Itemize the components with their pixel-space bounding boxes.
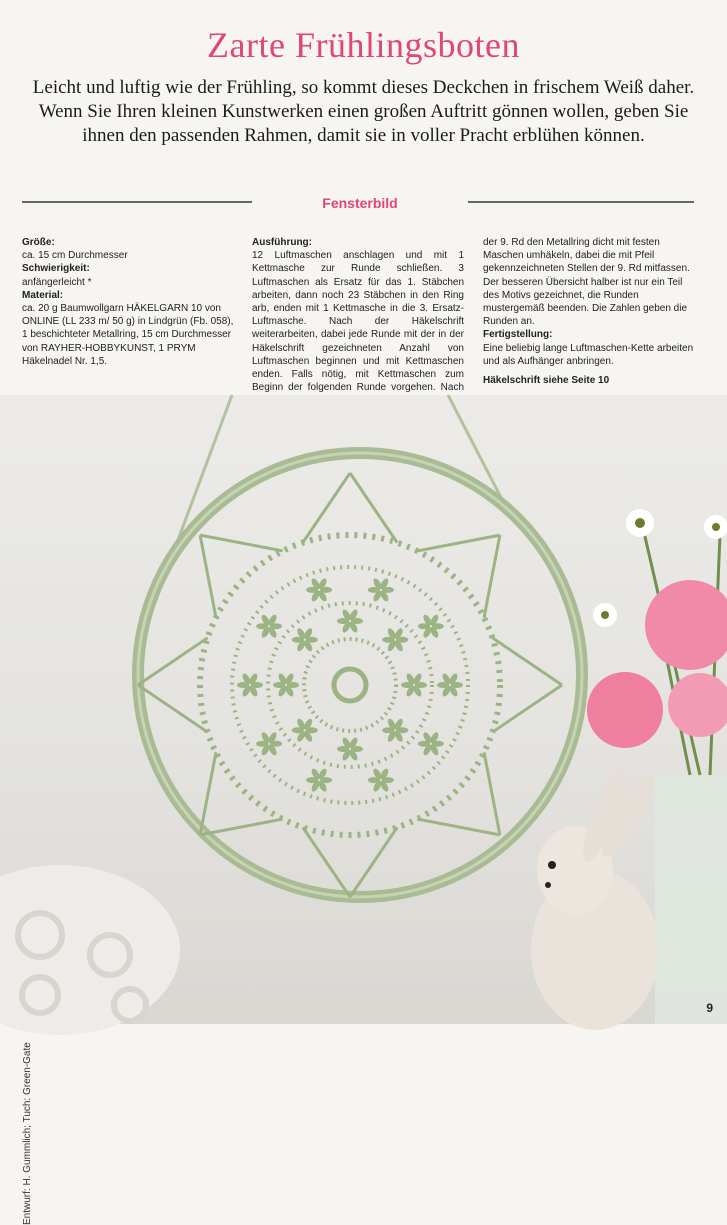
photo-credit: Entwurf: H. Gummlich; Tuch: Green-Gate bbox=[22, 1042, 33, 1225]
difficulty-label: Schwierigkeit: bbox=[22, 263, 90, 275]
crochet-doily bbox=[200, 535, 500, 835]
chain-strand bbox=[484, 535, 500, 618]
size-value: ca. 15 cm Durchmesser bbox=[22, 250, 128, 262]
chain-strand bbox=[417, 819, 500, 835]
intro-paragraph: Leicht und luftig wie der Frühling, so kommt dieses Deckchen in frischem Weiß daher. Wenn Sie Ihren kleinen Kunstwerken einen großen Auftritt gönnen wollen, geben Sie ihnen den passenden Rahmen, damit sie in voller Pracht erblühen können. bbox=[32, 77, 695, 146]
instructions-continued-column bbox=[483, 236, 695, 387]
page-title: Zarte Frühlingsboten bbox=[207, 25, 520, 65]
section-heading: Fensterbild bbox=[322, 195, 398, 211]
finishing-label: Fertigstellung: bbox=[483, 329, 553, 341]
heading-rule-left bbox=[22, 201, 252, 203]
chain-strand bbox=[350, 827, 397, 897]
chain-strand bbox=[200, 535, 283, 551]
instructions-continued-text: der 9. Rd den Metallring dicht mit festen Maschen umhäkeln, dabei die mit Pfeil gekennzeichneten Stellen der 9. Rd mitfassen. Der besseren Übersicht halber ist nur ein Teil des Motivs gezeichnet, die Runden mustergemäß beenden. Die Zahlen geben die Runden an. bbox=[483, 237, 690, 328]
heading-rule-right bbox=[468, 201, 694, 203]
lace-cloth bbox=[0, 865, 180, 1035]
chart-reference: Häkelschrift siehe Seite 10 bbox=[483, 375, 610, 387]
chain-strand bbox=[484, 752, 500, 835]
product-photo bbox=[0, 395, 727, 1225]
page-number: 9 bbox=[706, 1001, 713, 1015]
details-column bbox=[22, 236, 234, 368]
instructions-column bbox=[252, 236, 464, 408]
finishing-text: Eine beliebig lange Luftmaschen-Kette arbeiten und als Aufhänger anbringen. bbox=[483, 342, 694, 367]
chain-strand bbox=[492, 638, 562, 685]
material-value: ca. 20 g Baumwollgarn HÄKELGARN 10 von ONLINE (LL 233 m/ 50 g) in Lindgrün (Fb. 058), 1 beschichteter Metallring, 15 cm Durchmesser von RAYHER-HOBBYKUNST, 1 PRYM Häkelnadel Nr. 1,5. bbox=[22, 303, 234, 367]
instructions-label: Ausführung: bbox=[252, 237, 312, 248]
chain-strand bbox=[417, 535, 500, 551]
bunny-figurine bbox=[531, 764, 662, 1030]
chain-strand bbox=[200, 819, 283, 835]
photo-illustration bbox=[0, 395, 727, 1024]
instructions-text: 12 Luftmaschen anschlagen und mit 1 Kettmasche zur Runde schließen. 3 Luftmaschen als Ersatz für das 1. Stäbchen arbeiten, dann noch 23 Stäbchen in den Ring arb, enden mit 1 Kettmasche in die 3. Ersatz-Luftmasche. Nach der Häkelschrift weiterarbeiten, dabei jede Runde mit der in der Häkelschrift gezeichneten Anzahl von Luftmaschen beginnen und mit Kettmaschen enden. Falls nötig, mit Kettmaschen zum Beginn der folgenden Runde vorgehen. Nach bbox=[252, 250, 464, 394]
chain-strand bbox=[200, 535, 216, 618]
chain-strand bbox=[303, 473, 350, 543]
chain-strand bbox=[200, 752, 216, 835]
chain-strand bbox=[492, 685, 562, 732]
material-label: Material: bbox=[22, 289, 64, 301]
size-label: Größe: bbox=[22, 237, 55, 248]
difficulty-value: anfängerleicht * bbox=[22, 276, 92, 288]
